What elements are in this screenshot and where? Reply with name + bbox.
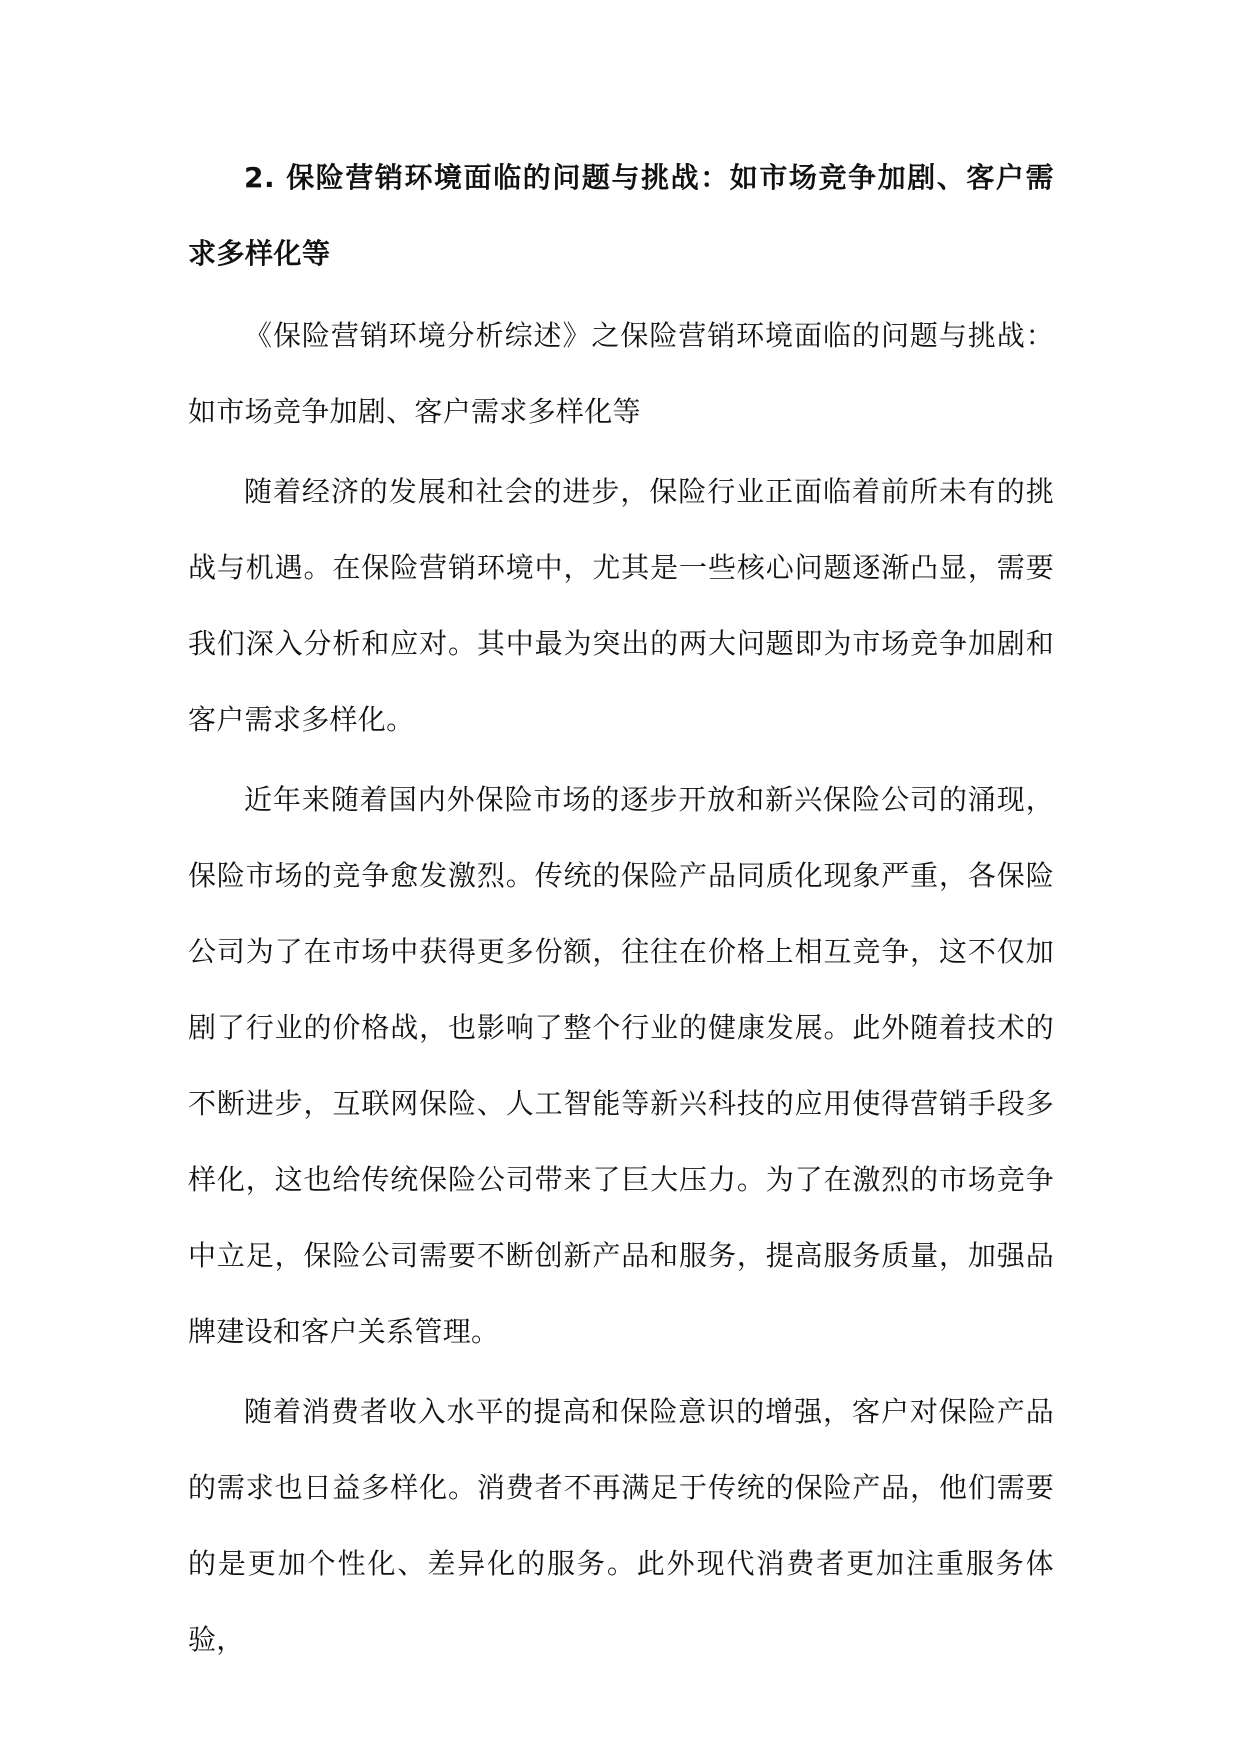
- paragraph-market-competition: 近年来随着国内外保险市场的逐步开放和新兴保险公司的涌现，保险市场的竞争愈发激烈。传统的保险产品同质化现象严重，各保险公司为了在市场中获得更多份额，往往在价格上相互竞争，这不仅加剧了行业的价格战，也影响了整个行业的健康发展。此外随着技术的不断进步，互联网保险、人工智能等新兴科技的应用使得营销手段多样化，这也给传统保险公司带来了巨大压力。为了在激烈的市场竞争中立足，保险公司需要不断创新产品和服务，提高服务质量，加强品牌建设和客户关系管理。: [188, 783, 1054, 1348]
- section-heading: [188, 140, 1054, 292]
- paragraph-customer-demand: 随着消费者收入水平的提高和保险意识的增强，客户对保险产品的需求也日益多样化。消费者不再满足于传统的保险产品，他们需要的是更加个性化、差异化的服务。此外现代消费者更加注重服务体验，: [188, 1395, 1054, 1656]
- paragraph-intro: 《保险营销环境分析综述》之保险营销环境面临的问题与挑战：如市场竞争加剧、客户需求多样化等: [188, 319, 1054, 428]
- paragraph-overview: 随着经济的发展和社会的进步，保险行业正面临着前所未有的挑战与机遇。在保险营销环境中，尤其是一些核心问题逐渐凸显，需要我们深入分析和应对。其中最为突出的两大问题即为市场竞争加剧和客户需求多样化。: [188, 475, 1054, 736]
- section-number: 2.: [244, 161, 276, 194]
- section-heading-text: 保险营销环境面临的问题与挑战：如市场竞争加剧、客户需求多样化等: [188, 161, 1054, 270]
- document-body: [188, 140, 1054, 1682]
